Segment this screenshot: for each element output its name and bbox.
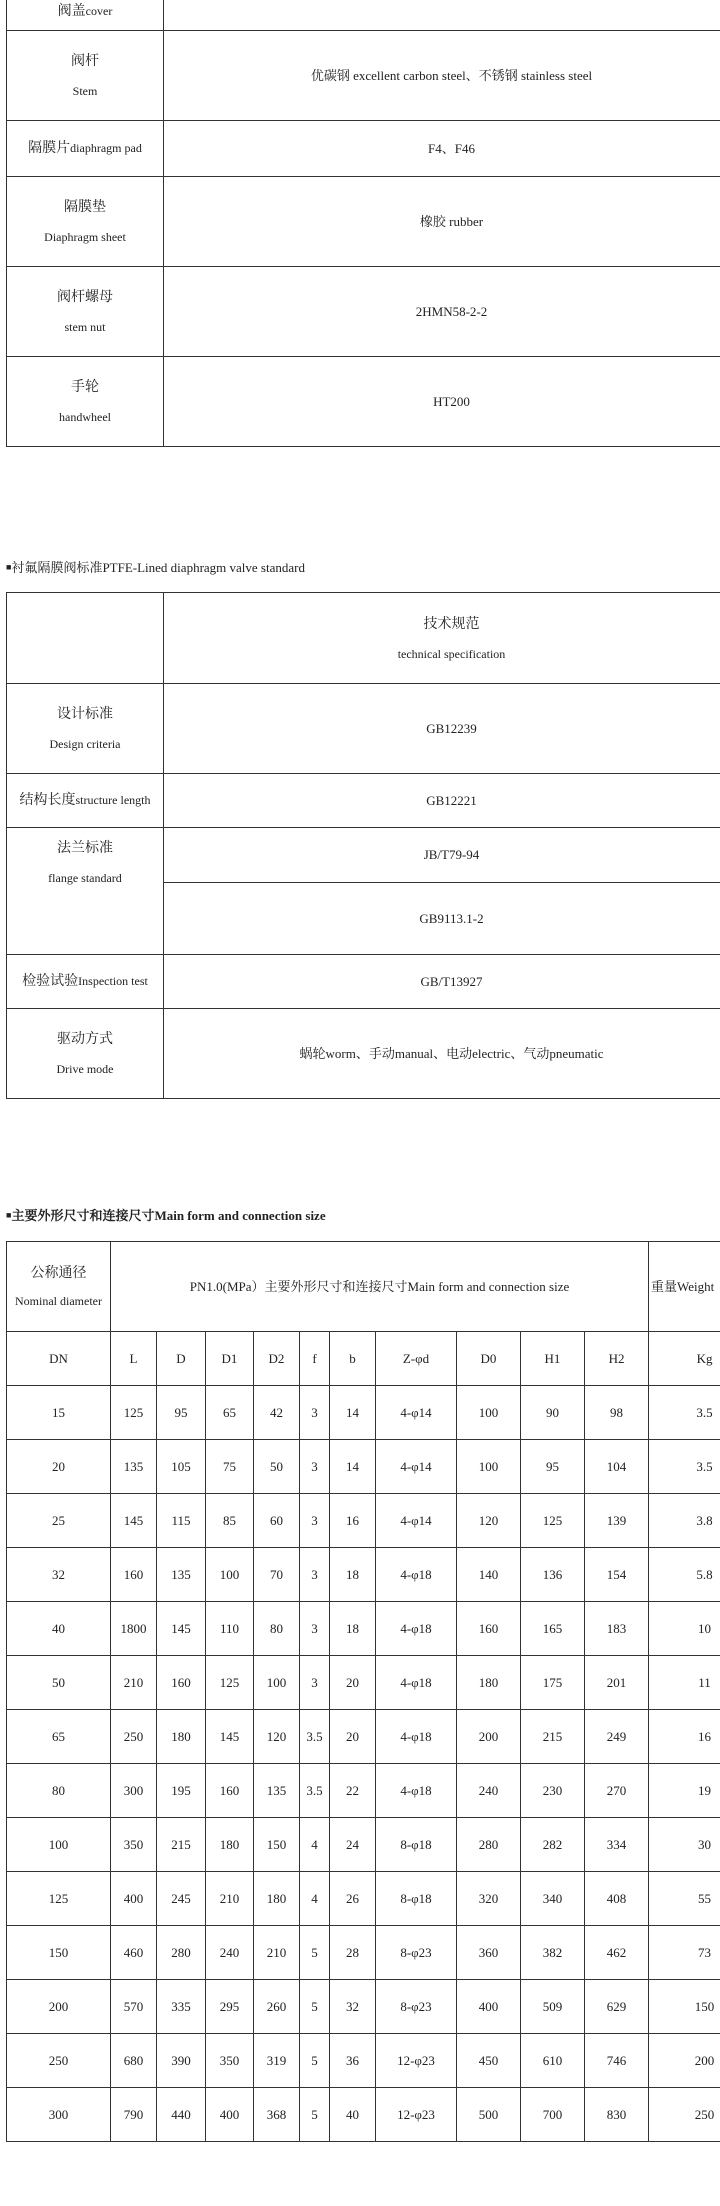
material-row — [7, 121, 720, 177]
dimension-row — [7, 1926, 720, 1980]
dimension-cell: 42 — [254, 1386, 300, 1440]
standard-header-cell — [164, 593, 720, 684]
dimension-cell: 175 — [521, 1656, 585, 1710]
dimension-cell: 3 — [300, 1494, 330, 1548]
dimension-cell: 230 — [521, 1764, 585, 1818]
dimension-cell: 300 — [7, 2088, 111, 2142]
material-value-cell — [164, 0, 720, 31]
dimension-cell: 100 — [254, 1656, 300, 1710]
dimension-column-header: D1 — [206, 1332, 254, 1386]
dimension-row — [7, 1872, 720, 1926]
dimension-cell: 368 — [254, 2088, 300, 2142]
dimension-cell: 160 — [111, 1548, 157, 1602]
standard-name-zh: 驱动方式 — [57, 1032, 113, 1047]
dimension-cell: 22 — [330, 1764, 376, 1818]
dimension-cell: 14 — [330, 1440, 376, 1494]
standard-name-zh: 设计标准 — [57, 707, 113, 722]
dimension-cell: 115 — [157, 1494, 206, 1548]
dimension-cell: 4-φ18 — [376, 1656, 457, 1710]
bullet-square-icon: ■ — [6, 562, 12, 572]
standard-name-cell — [7, 828, 164, 955]
dimension-cell: 140 — [457, 1548, 521, 1602]
standard-name-en: structure length — [75, 793, 151, 807]
standard-header-row — [7, 593, 720, 684]
standard-name-cell — [7, 955, 164, 1009]
dimension-cell: 165 — [521, 1602, 585, 1656]
dimension-cell: 20 — [330, 1656, 376, 1710]
dimension-cell: 135 — [254, 1764, 300, 1818]
dimension-cell: 790 — [111, 2088, 157, 2142]
dimension-row — [7, 2088, 720, 2142]
dimension-cell: 360 — [457, 1926, 521, 1980]
dimension-cell: 98 — [585, 1386, 649, 1440]
dimension-cell: 500 — [457, 2088, 521, 2142]
material-row — [7, 177, 720, 267]
dimension-cell: 210 — [111, 1656, 157, 1710]
dimension-section-title — [6, 1205, 326, 1224]
material-name-en: diaphragm pad — [70, 141, 142, 155]
dimension-cell: 3.5 — [300, 1764, 330, 1818]
dimension-cell: 450 — [457, 2034, 521, 2088]
dimension-cell: 5.8 — [649, 1548, 720, 1602]
dimension-cell: 30 — [649, 1818, 720, 1872]
dimension-cell: 4-φ18 — [376, 1764, 457, 1818]
dimension-cell: 180 — [254, 1872, 300, 1926]
dimension-cell: 8-φ18 — [376, 1872, 457, 1926]
standard-name-cell — [7, 684, 164, 774]
nominal-header-en: Nominal diameter — [15, 1294, 102, 1308]
dimension-cell: 4 — [300, 1872, 330, 1926]
dimension-column-header: Kg — [649, 1332, 720, 1386]
dimension-column-header: H1 — [521, 1332, 585, 1386]
dimension-cell: 40 — [7, 1602, 111, 1656]
dimension-cell: 20 — [7, 1440, 111, 1494]
material-name-zh: 隔膜片 — [28, 141, 71, 156]
material-name-en: handwheel — [59, 410, 111, 424]
dimension-cell: 460 — [111, 1926, 157, 1980]
dimension-cell: 60 — [254, 1494, 300, 1548]
standard-name-zh: 检验试验 — [22, 974, 79, 989]
dimension-column-header: L — [111, 1332, 157, 1386]
dimension-cell: 250 — [111, 1710, 157, 1764]
dimension-cell: 32 — [330, 1980, 376, 2034]
dimension-cell: 4-φ18 — [376, 1602, 457, 1656]
material-name-cell — [7, 357, 164, 447]
dimension-cell: 282 — [521, 1818, 585, 1872]
dimension-cell: 139 — [585, 1494, 649, 1548]
dimension-cell: 120 — [254, 1710, 300, 1764]
dimension-cell: 100 — [457, 1440, 521, 1494]
dimension-cell: 340 — [521, 1872, 585, 1926]
material-name-zh: 手轮 — [71, 380, 99, 395]
dimension-cell: 104 — [585, 1440, 649, 1494]
standard-name-en: Drive mode — [56, 1062, 114, 1076]
dimension-cell: 629 — [585, 1980, 649, 2034]
dimension-cell: 154 — [585, 1548, 649, 1602]
dimension-cell: 125 — [7, 1872, 111, 1926]
dimension-cell: 50 — [7, 1656, 111, 1710]
dimension-cell: 100 — [206, 1548, 254, 1602]
dimension-row — [7, 1602, 720, 1656]
dimension-row — [7, 1440, 720, 1494]
dimension-cell: 295 — [206, 1980, 254, 2034]
dimension-cell: 319 — [254, 2034, 300, 2088]
dimension-cell: 4 — [300, 1818, 330, 1872]
standard-value-cell: GB12221 — [164, 774, 720, 828]
material-name-cell — [7, 177, 164, 267]
dimension-cell: 150 — [649, 1980, 720, 2034]
dimension-cell: 80 — [254, 1602, 300, 1656]
standard-name-zh: 结构长度 — [19, 793, 76, 808]
material-name-en: cover — [85, 4, 113, 18]
dimension-cell: 36 — [330, 2034, 376, 2088]
dimension-cell: 100 — [7, 1818, 111, 1872]
dimension-cell: 50 — [254, 1440, 300, 1494]
nominal-diameter-header — [7, 1242, 111, 1332]
dimension-cell: 105 — [157, 1440, 206, 1494]
dimension-cell: 240 — [457, 1764, 521, 1818]
standard-row — [7, 774, 720, 828]
dimension-cell: 245 — [157, 1872, 206, 1926]
dimension-cell: 4-φ18 — [376, 1548, 457, 1602]
dimension-cell: 70 — [254, 1548, 300, 1602]
dimension-cell: 250 — [7, 2034, 111, 2088]
dimension-cell: 830 — [585, 2088, 649, 2142]
standard-table — [6, 592, 720, 1099]
dimension-cell: 509 — [521, 1980, 585, 2034]
dimension-cell: 32 — [7, 1548, 111, 1602]
dimension-cell: 25 — [7, 1494, 111, 1548]
dimension-cell: 73 — [649, 1926, 720, 1980]
dimension-row — [7, 1818, 720, 1872]
dimension-cell: 125 — [206, 1656, 254, 1710]
material-name-cell — [7, 31, 164, 121]
dimension-cell: 350 — [111, 1818, 157, 1872]
material-row — [7, 0, 720, 31]
dimension-cell: 270 — [585, 1764, 649, 1818]
standard-title-text: 衬氟隔膜阀标准PTFE-Lined diaphragm valve standard — [11, 560, 305, 575]
dimension-cell: 610 — [521, 2034, 585, 2088]
dimension-cell: 26 — [330, 1872, 376, 1926]
material-row — [7, 267, 720, 357]
standard-row — [7, 684, 720, 774]
standard-value-cell: GB/T13927 — [164, 955, 720, 1009]
material-value-cell: 优碳钢 excellent carbon steel、不锈钢 stainless steel — [164, 31, 720, 121]
dimension-table — [6, 1241, 720, 2142]
dimension-cell: 200 — [649, 2034, 720, 2088]
dimension-column-header: f — [300, 1332, 330, 1386]
material-value-cell: HT200 — [164, 357, 720, 447]
dimension-row — [7, 1386, 720, 1440]
dimension-cell: 135 — [111, 1440, 157, 1494]
material-name-zh: 隔膜垫 — [64, 200, 106, 215]
dimension-header-row — [7, 1242, 720, 1332]
standard-name-en: flange standard — [48, 871, 122, 885]
dimension-cell: 15 — [7, 1386, 111, 1440]
dimension-column-header: H2 — [585, 1332, 649, 1386]
dimension-cell: 400 — [111, 1872, 157, 1926]
standard-name-cell — [7, 774, 164, 828]
dimension-row — [7, 1710, 720, 1764]
dimension-cell: 5 — [300, 1980, 330, 2034]
dimension-cell: 570 — [111, 1980, 157, 2034]
bullet-square-icon: ■ — [6, 1210, 12, 1220]
standard-section-title — [6, 557, 305, 576]
dimension-cell: 250 — [649, 2088, 720, 2142]
standard-value-cell: 蜗轮worm、手动manual、电动electric、气动pneumatic — [164, 1009, 720, 1099]
dimension-cell: 16 — [330, 1494, 376, 1548]
dimension-cell: 210 — [254, 1926, 300, 1980]
dimension-cell: 90 — [521, 1386, 585, 1440]
dimension-cell: 55 — [649, 1872, 720, 1926]
material-row — [7, 357, 720, 447]
dimension-cell: 40 — [330, 2088, 376, 2142]
dimension-cell: 201 — [585, 1656, 649, 1710]
dimension-cell: 320 — [457, 1872, 521, 1926]
dimension-cell: 5 — [300, 1926, 330, 1980]
dimension-row — [7, 2034, 720, 2088]
standard-name-en: Inspection test — [78, 974, 148, 988]
dimension-cell: 160 — [457, 1602, 521, 1656]
dimension-cell: 150 — [254, 1818, 300, 1872]
dimension-cell: 95 — [521, 1440, 585, 1494]
dimension-cell: 75 — [206, 1440, 254, 1494]
standard-header-empty — [7, 593, 164, 684]
nominal-header-zh: 公称通径 — [30, 1266, 87, 1281]
dimension-cell: 280 — [157, 1926, 206, 1980]
dimension-cell: 300 — [111, 1764, 157, 1818]
dimension-cell: 160 — [157, 1656, 206, 1710]
dimension-cell: 249 — [585, 1710, 649, 1764]
material-value-cell: F4、F46 — [164, 121, 720, 177]
dimension-cell: 14 — [330, 1386, 376, 1440]
standard-name-zh: 法兰标准 — [57, 841, 113, 856]
dimension-cell: 462 — [585, 1926, 649, 1980]
weight-header: 重量Weight — [649, 1242, 720, 1332]
standard-row — [7, 955, 720, 1009]
dimension-column-header: D0 — [457, 1332, 521, 1386]
dimension-cell: 440 — [157, 2088, 206, 2142]
dimension-cell: 135 — [157, 1548, 206, 1602]
main-form-header: PN1.0(MPa）主要外形尺寸和连接尺寸Main form and connection size — [111, 1242, 649, 1332]
dimension-cell: 400 — [457, 1980, 521, 2034]
material-row — [7, 31, 720, 121]
dimension-cell: 1800 — [111, 1602, 157, 1656]
dimension-column-header: D — [157, 1332, 206, 1386]
dimension-cell: 3 — [300, 1440, 330, 1494]
material-name-zh: 阀盖 — [57, 4, 86, 19]
dimension-column-header: b — [330, 1332, 376, 1386]
dimension-cell: 180 — [206, 1818, 254, 1872]
dimension-cell: 95 — [157, 1386, 206, 1440]
dimension-cell: 3 — [300, 1602, 330, 1656]
dimension-cell: 125 — [521, 1494, 585, 1548]
material-name-zh: 阀杆螺母 — [57, 290, 113, 305]
material-name-en: stem nut — [64, 320, 106, 334]
dimension-cell: 334 — [585, 1818, 649, 1872]
dimension-cell: 4-φ18 — [376, 1710, 457, 1764]
dimension-cell: 145 — [157, 1602, 206, 1656]
dimension-cell: 200 — [7, 1980, 111, 2034]
dimension-cell: 150 — [7, 1926, 111, 1980]
standard-name-cell — [7, 1009, 164, 1099]
dimension-cell: 400 — [206, 2088, 254, 2142]
dimension-cell: 215 — [521, 1710, 585, 1764]
standard-row — [7, 1009, 720, 1099]
dimension-column-header: D2 — [254, 1332, 300, 1386]
dimension-row — [7, 1656, 720, 1710]
material-name-cell — [7, 267, 164, 357]
dimension-cell: 200 — [457, 1710, 521, 1764]
dimension-cell: 145 — [111, 1494, 157, 1548]
dimension-cell: 3 — [300, 1548, 330, 1602]
dimension-cell: 4-φ14 — [376, 1440, 457, 1494]
dimension-cell: 20 — [330, 1710, 376, 1764]
dimension-cell: 240 — [206, 1926, 254, 1980]
dimension-cell: 10 — [649, 1602, 720, 1656]
dimension-row — [7, 1548, 720, 1602]
dimension-cell: 125 — [111, 1386, 157, 1440]
standard-name-en: Design criteria — [49, 737, 121, 751]
dimension-cell: 3 — [300, 1656, 330, 1710]
dimension-cell: 746 — [585, 2034, 649, 2088]
material-value-cell: 橡胶 rubber — [164, 177, 720, 267]
dimension-cell: 3.5 — [649, 1440, 720, 1494]
dimension-column-header: DN — [7, 1332, 111, 1386]
dimension-cell: 136 — [521, 1548, 585, 1602]
dimension-cell: 12-φ23 — [376, 2034, 457, 2088]
dimension-cell: 350 — [206, 2034, 254, 2088]
dimension-cell: 3 — [300, 1386, 330, 1440]
dimension-column-header: Z-φd — [376, 1332, 457, 1386]
dimension-cell: 65 — [7, 1710, 111, 1764]
dimension-title-text: 主要外形尺寸和连接尺寸Main form and connection size — [11, 1208, 326, 1223]
dimension-cell: 260 — [254, 1980, 300, 2034]
dimension-cell: 18 — [330, 1548, 376, 1602]
dimension-cell: 80 — [7, 1764, 111, 1818]
dimension-cell: 335 — [157, 1980, 206, 2034]
dimension-cell: 11 — [649, 1656, 720, 1710]
dimension-cell: 65 — [206, 1386, 254, 1440]
dimension-cell: 19 — [649, 1764, 720, 1818]
dimension-cell: 215 — [157, 1818, 206, 1872]
material-name-cell — [7, 121, 164, 177]
dimension-cell: 408 — [585, 1872, 649, 1926]
materials-table — [6, 0, 720, 447]
material-name-zh: 阀杆 — [71, 54, 99, 69]
dimension-cell: 160 — [206, 1764, 254, 1818]
dimension-cell: 12-φ23 — [376, 2088, 457, 2142]
standard-value-cell: GB12239 — [164, 684, 720, 774]
material-name-en: Stem — [72, 84, 98, 98]
dimension-cell: 8-φ23 — [376, 1926, 457, 1980]
dimension-cell: 4-φ14 — [376, 1386, 457, 1440]
dimension-cell: 5 — [300, 2088, 330, 2142]
material-name-en: Diaphragm sheet — [44, 230, 126, 244]
dimension-row — [7, 1494, 720, 1548]
dimension-cell: 145 — [206, 1710, 254, 1764]
dimension-cell: 210 — [206, 1872, 254, 1926]
standard-value-cell: GB9113.1-2 — [164, 883, 720, 955]
dimension-cell: 16 — [649, 1710, 720, 1764]
dimension-cell: 183 — [585, 1602, 649, 1656]
dimension-cell: 680 — [111, 2034, 157, 2088]
standard-row — [7, 828, 720, 883]
dimension-row — [7, 1764, 720, 1818]
dimension-cell: 3.5 — [649, 1386, 720, 1440]
dimension-cell: 8-φ23 — [376, 1980, 457, 2034]
dimension-cell: 24 — [330, 1818, 376, 1872]
standard-header-zh: 技术规范 — [423, 616, 480, 632]
dimension-cell: 100 — [457, 1386, 521, 1440]
dimension-column-header-row — [7, 1332, 720, 1386]
standard-value-cell: JB/T79-94 — [164, 828, 720, 883]
dimension-cell: 85 — [206, 1494, 254, 1548]
dimension-cell: 18 — [330, 1602, 376, 1656]
dimension-cell: 195 — [157, 1764, 206, 1818]
dimension-cell: 5 — [300, 2034, 330, 2088]
dimension-cell: 3.5 — [300, 1710, 330, 1764]
material-value-cell: 2HMN58-2-2 — [164, 267, 720, 357]
dimension-cell: 700 — [521, 2088, 585, 2142]
dimension-cell: 382 — [521, 1926, 585, 1980]
dimension-cell: 180 — [457, 1656, 521, 1710]
dimension-cell: 390 — [157, 2034, 206, 2088]
dimension-cell: 280 — [457, 1818, 521, 1872]
dimension-cell: 8-φ18 — [376, 1818, 457, 1872]
dimension-row — [7, 1980, 720, 2034]
dimension-cell: 110 — [206, 1602, 254, 1656]
dimension-cell: 120 — [457, 1494, 521, 1548]
dimension-cell: 4-φ14 — [376, 1494, 457, 1548]
material-name-cell — [7, 0, 164, 31]
dimension-cell: 28 — [330, 1926, 376, 1980]
dimension-cell: 3.8 — [649, 1494, 720, 1548]
standard-header-en: technical specification — [397, 646, 506, 661]
dimension-cell: 180 — [157, 1710, 206, 1764]
